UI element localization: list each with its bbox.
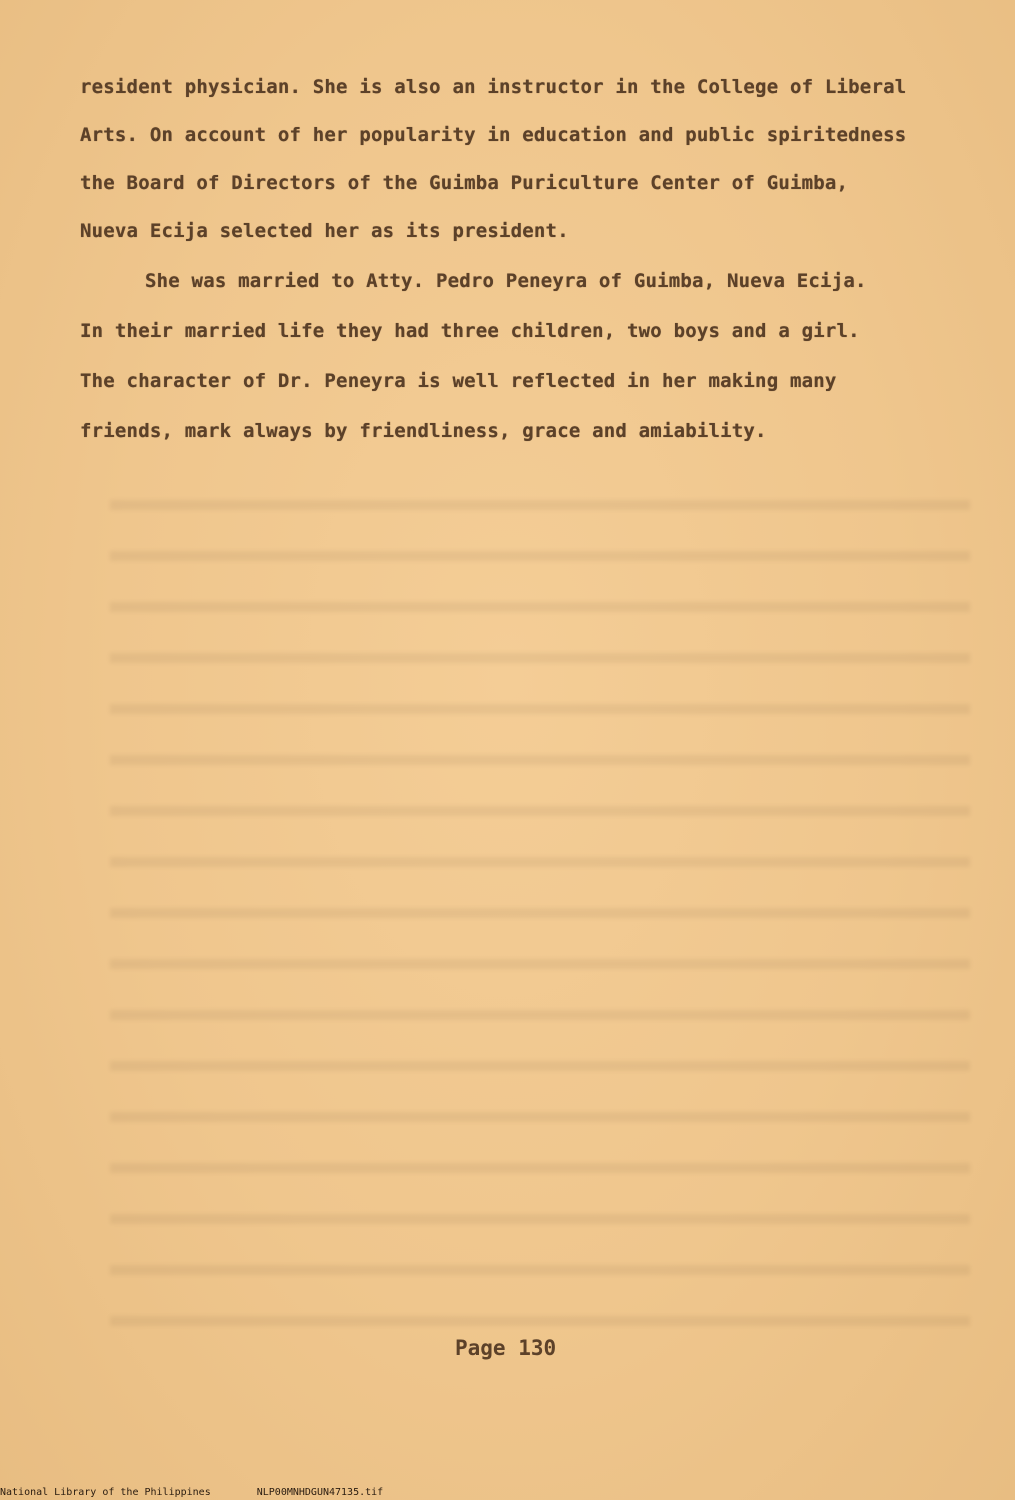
bleed-through-texture <box>110 470 970 1330</box>
body-line-7: The character of Dr. Peneyra is well reflected in her making many <box>80 370 837 392</box>
footer-file-id: NLP00MNHDGUN47135.tif <box>256 1487 384 1498</box>
page-number: Page 130 <box>455 1336 557 1360</box>
body-line-4: Nueva Ecija selected her as its president. <box>80 220 569 242</box>
body-line-2: Arts. On account of her popularity in education and public spiritedness <box>80 124 907 146</box>
body-line-6: In their married life they had three children, two boys and a girl. <box>80 320 860 342</box>
body-line-3: the Board of Directors of the Guimba Puriculture Center of Guimba, <box>80 172 849 194</box>
scan-footer <box>0 1487 423 1498</box>
body-line-8: friends, mark always by friendliness, grace and amiability. <box>80 420 767 442</box>
body-line-1: resident physician. She is also an instructor in the College of Liberal <box>80 76 907 98</box>
footer-library: National Library of the Philippines <box>0 1487 211 1498</box>
body-line-5: She was married to Atty. Pedro Peneyra of Guimba, Nueva Ecija. <box>145 270 867 292</box>
